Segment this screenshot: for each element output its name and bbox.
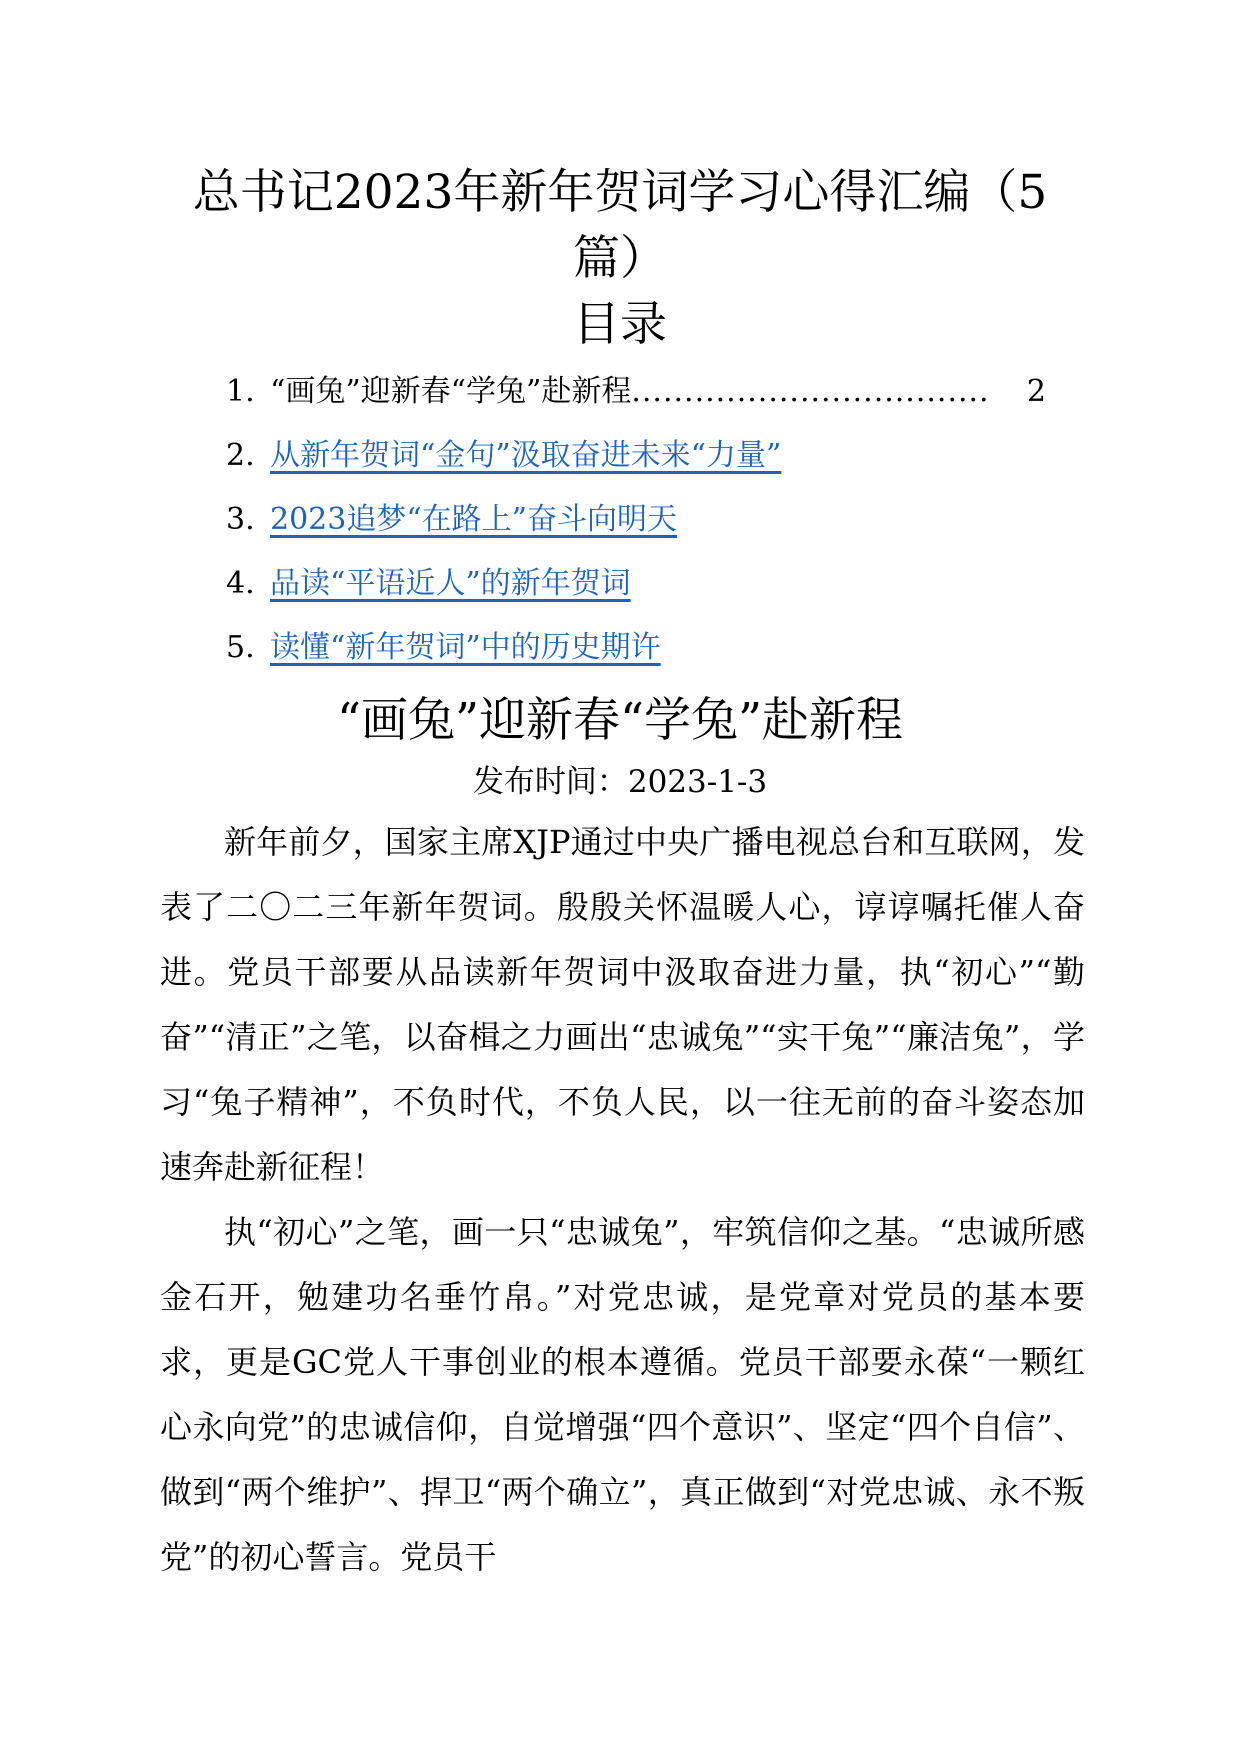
- table-of-contents: [226, 368, 1046, 688]
- article-paragraph: 新年前夕，国家主席XJP通过中央广播电视总台和互联网，发表了二〇二三年新年贺词。殷殷关怀温暖人心，谆谆嘱托催人奋进。党员干部要从品读新年贺词中汲取奋进力量，执“初心”“勤奋”“清正”之笔，以奋楫之力画出“忠诚兔”“实干兔”“廉洁兔”，学习“兔子精神”，不负时代，不负人民，以一往无前的奋斗姿态加速奔赴新征程！: [160, 823, 1085, 1186]
- toc-link[interactable]: 2023追梦“在路上”奋斗向明天: [270, 502, 678, 537]
- toc-number: 5.: [226, 630, 255, 665]
- toc-dot-leader: ..................................: [631, 374, 990, 409]
- toc-link[interactable]: 从新年贺词“金句”汲取奋进未来“力量”: [270, 438, 782, 473]
- toc-number: 3.: [226, 502, 255, 537]
- toc-entry[interactable]: [270, 368, 1046, 432]
- toc-number: 1.: [226, 374, 255, 409]
- toc-item-2[interactable]: [226, 432, 1046, 496]
- toc-item-4[interactable]: [226, 560, 1046, 624]
- toc-number: 2.: [226, 438, 255, 473]
- document-title: 总书记2023年新年贺词学习心得汇编（5篇）: [192, 165, 1048, 286]
- toc-item-5[interactable]: [226, 624, 1046, 688]
- toc-number: 4.: [226, 566, 255, 601]
- toc-item-1[interactable]: [226, 368, 1046, 432]
- toc-heading: 目录: [573, 297, 667, 352]
- toc-link[interactable]: 品读“平语近人”的新年贺词: [270, 566, 631, 601]
- publish-date: 发布时间：2023-1-3: [472, 764, 768, 800]
- article-body: [160, 810, 1085, 1590]
- article-title: “画兔”迎新春“学兔”赴新程: [336, 693, 904, 748]
- toc-link[interactable]: 读懂“新年贺词”中的历史期许: [270, 630, 661, 665]
- toc-entry-title: “画兔”迎新春“学兔”赴新程: [270, 374, 632, 409]
- article-paragraph: 执“初心”之笔，画一只“忠诚兔”，牢筑信仰之基。“忠诚所感金石开，勉建功名垂竹帛。”对党忠诚，是党章对党员的基本要求，更是GC党人干事创业的根本遵循。党员干部要永葆“一颗红心永向党”的忠诚信仰，自觉增强“四个意识”、坚定“四个自信”、做到“两个维护”、捍卫“两个确立”，真正做到“对党忠诚、永不叛党”的初心誓言。党员干: [160, 1213, 1085, 1576]
- toc-item-3[interactable]: [226, 496, 1046, 560]
- toc-page-number: 2: [1026, 374, 1046, 409]
